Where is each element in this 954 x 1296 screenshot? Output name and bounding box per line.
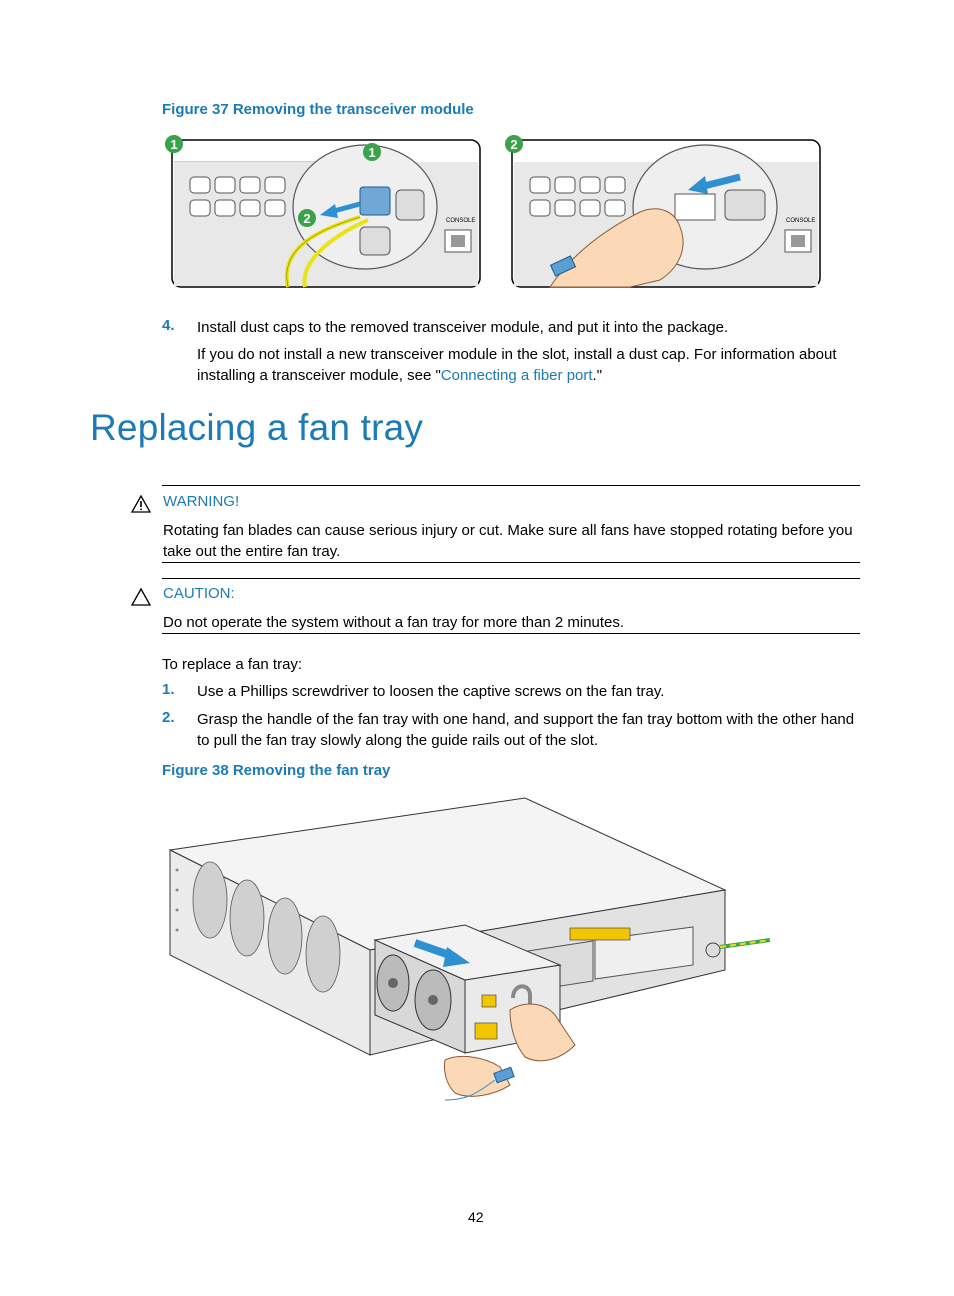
badge-2-right: 2 [510,137,518,152]
figure-37-panel-left [165,135,480,287]
step-4-paragraph [197,344,867,386]
step-2-number: 2. [162,709,175,726]
svg-text:CONSOLE: CONSOLE [786,218,816,224]
callout-2: 2 [303,211,311,226]
figure-37-caption: Figure 37 Removing the transceiver module [162,101,474,118]
caution-text: Do not operate the system without a fan tray for more than 2 minutes. [163,614,625,631]
warning-label: WARNING! [163,493,240,510]
figure-38-caption: Figure 38 Removing the fan tray [162,762,391,779]
caution-bottom-rule [162,633,860,634]
figure-37-panel-right [505,135,820,287]
page-number: 42 [468,1209,484,1225]
step-4-text: Install dust caps to the removed transceiver module, and put it into the package. [197,319,729,336]
page-heading: Replacing a fan tray [90,407,424,448]
step-4-para-after: ." [592,367,603,384]
procedure-intro: To replace a fan tray: [162,656,303,673]
step-2-text: Grasp the handle of the fan tray with one hand, and support the fan tray bottom with the other hand to pull the fan tray slowly along the guide rails out of the slot. [197,711,855,749]
callout-1: 1 [368,145,376,160]
step-1-text: Use a Phillips screwdriver to loosen the captive screws on the fan tray. [197,683,665,700]
caution-triangle-icon [130,587,152,607]
figure-38-illustration [165,795,780,1110]
svg-text:CONSOLE: CONSOLE [446,218,476,224]
connecting-fiber-port-link[interactable]: Connecting a fiber port [440,367,593,384]
warning-top-rule [162,485,860,486]
badge-1-left: 1 [170,137,178,152]
caution-label: CAUTION: [163,585,235,602]
caution-top-rule [162,578,860,579]
step-1-number: 1. [162,681,175,698]
warning-triangle-icon [130,494,152,514]
step-4-para-before: If you do not install a new transceiver module in the slot, install a dust cap. For information about installing a transceiver module, see " [197,346,837,384]
figure-37-illustration [160,132,825,292]
warning-bottom-rule [162,562,860,563]
step-4-number: 4. [162,317,175,334]
warning-text: Rotating fan blades can cause serious injury or cut. Make sure all fans have stopped rotating before you take out the entire fan tray. [163,522,853,560]
